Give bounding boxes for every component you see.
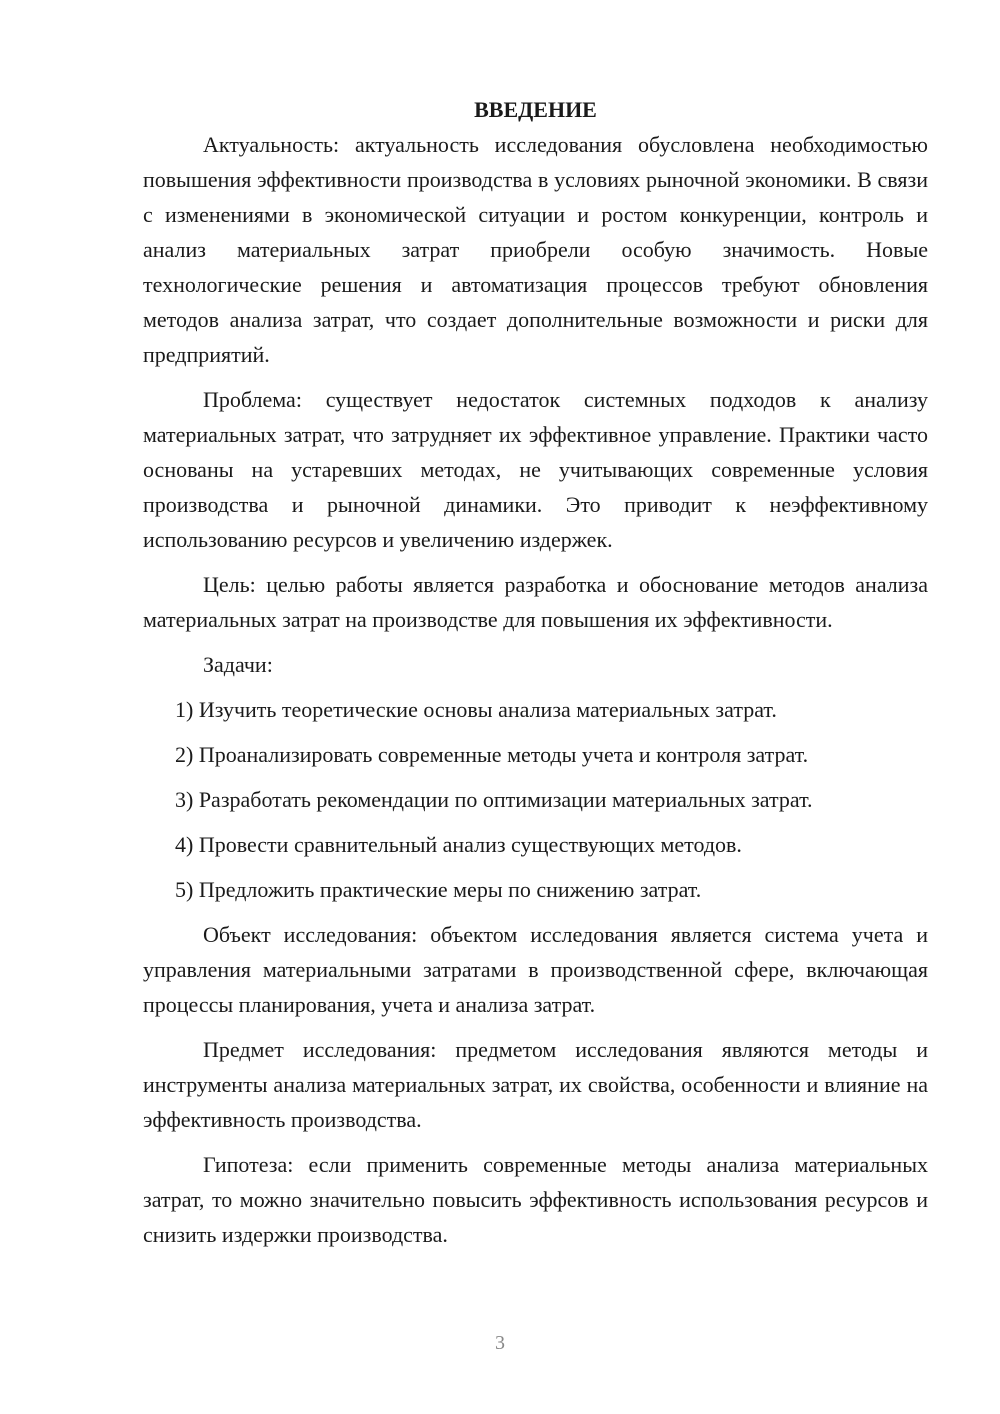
paragraph-goal: Цель: целью работы является разработка и обоснование методов анализа материальных затрат на производстве для повышения их эффективности.	[143, 572, 928, 632]
paragraph-relevance: Актуальность: актуальность исследования обусловлена необходимостью повышения эффективности производства в условиях рыночной экономики. В связи с изменениями в экономической ситуации и ростом конкуренции, контроль и анализ материальных затрат приобрели особую значимость. Новые технологические решения и автоматизация процессов требуют обновления методов анализа затрат, что создает дополнительные возможности и риски для предприятий.	[143, 132, 928, 367]
paragraph-problem: Проблема: существует недостаток системных подходов к анализу материальных затрат, что затрудняет их эффективное управление. Практики часто основаны на устаревших методах, не учитывающих современные условия производства и рыночной динамики. Это приводит к неэффективному использованию ресурсов и увеличению издержек.	[143, 387, 928, 552]
paragraph-subject: Предмет исследования: предметом исследования являются методы и инструменты анализа материальных затрат, их свойства, особенности и влияние на эффективность производства.	[143, 1037, 928, 1132]
page-number: 3	[495, 1332, 505, 1354]
paragraph-object: Объект исследования: объектом исследования является система учета и управления материальными затратами в производственной сфере, включающая процессы планирования, учета и анализа затрат.	[143, 922, 928, 1017]
list-item: 5) Предложить практические меры по снижению затрат.	[175, 877, 702, 902]
document-page	[143, 92, 928, 1252]
page-title: ВВЕДЕНИЕ	[474, 97, 597, 122]
tasks-label: Задачи:	[203, 652, 273, 677]
task-list	[143, 692, 928, 907]
list-item: 1) Изучить теоретические основы анализа материальных затрат.	[175, 697, 777, 722]
paragraph-hypothesis: Гипотеза: если применить современные методы анализа материальных затрат, то можно значительно повысить эффективность использования ресурсов и снизить издержки производства.	[143, 1152, 928, 1247]
list-item: 2) Проанализировать современные методы учета и контроля затрат.	[175, 742, 809, 767]
list-item: 3) Разработать рекомендации по оптимизации материальных затрат.	[175, 787, 813, 812]
list-item: 4) Провести сравнительный анализ существующих методов.	[175, 832, 742, 857]
